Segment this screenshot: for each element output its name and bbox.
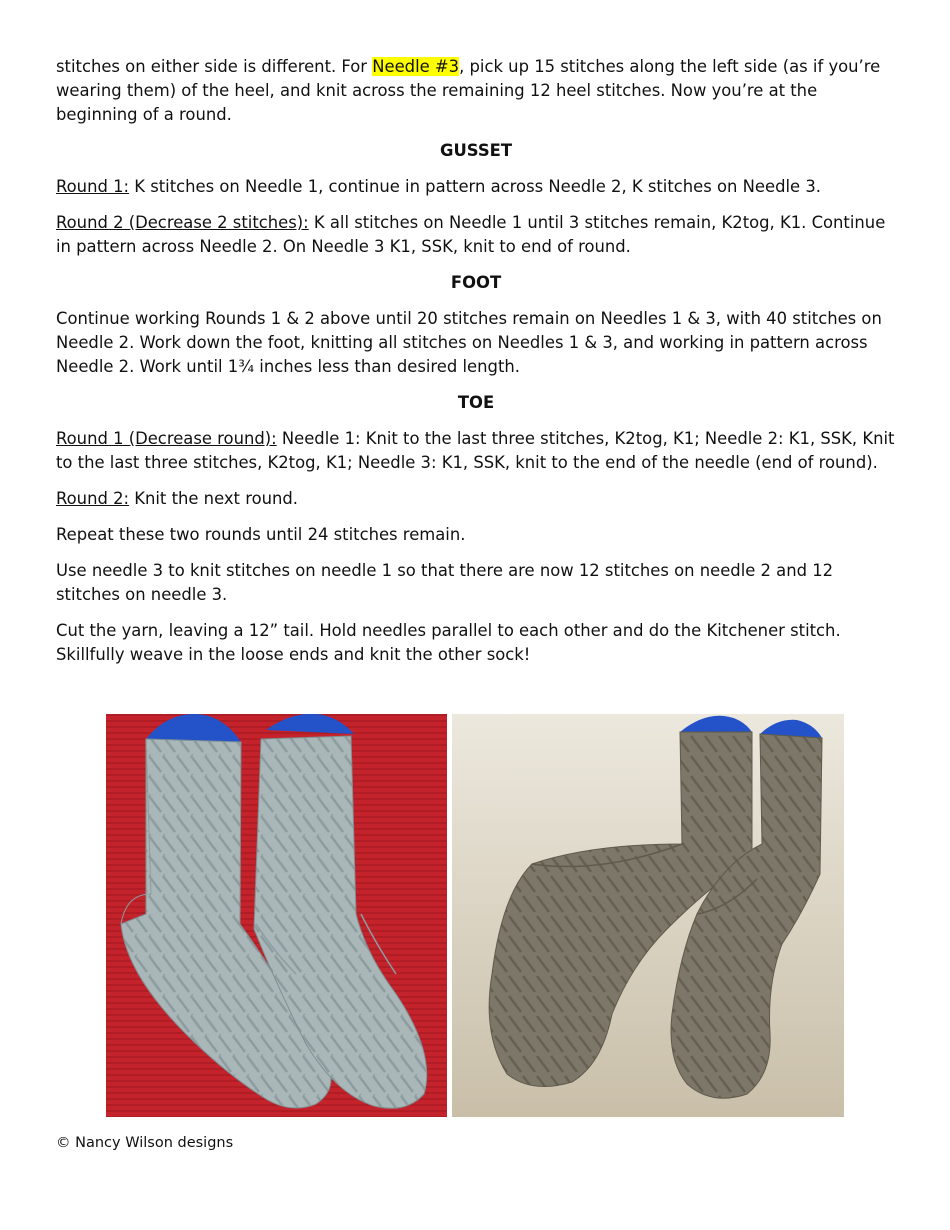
intro-text-continued: , pick up 15 stitches along the left side (as if you’re wearing them) of the heel, and knit across the remaining 12 heel stitches. Now you’re at the beginning of a round. (56, 57, 881, 124)
toe-round-2-label: Round 2: (56, 489, 130, 508)
toe-repeat-paragraph: Repeat these two rounds until 24 stitches remain. (56, 525, 466, 544)
gusset-round-2-label: Round 2 (Decrease 2 stitches): (56, 213, 309, 232)
toe-round-2-text: Knit the next round. (129, 489, 298, 508)
toe-round-1 (56, 427, 896, 475)
copyright-footer: © Nancy Wilson designs (56, 1135, 234, 1151)
gusset-heading: GUSSET (439, 141, 512, 160)
toe-round-1-text: Needle 1: Knit to the last three stitches, K2tog, K1; Needle 2: K1, SSK, Knit to the last three stitches, K2tog, K1; Needle 3: K1, SSK, knit to the end of the needle (end of round). (56, 429, 895, 472)
toe-needle-3-paragraph: Use needle 3 to knit stitches on needle 1 so that there are now 12 stitches on needle 2 and 12 stitches on needle 3. (56, 561, 834, 604)
intro-paragraph (56, 55, 896, 127)
foot-heading: FOOT (450, 273, 502, 292)
sock-photo-grey-on-red (106, 714, 447, 1117)
gusset-round-1-text: K stitches on Needle 1, continue in pattern across Needle 2, K stitches on Needle 3. (129, 177, 821, 196)
needle-3-highlight: Needle #3 (372, 57, 460, 76)
intro-text: stitches on either side is different. For (56, 57, 373, 76)
sock-photo-taupe-on-beige (452, 714, 844, 1117)
gusset-round-1 (56, 175, 896, 199)
toe-round-2 (56, 487, 896, 511)
pattern-text (56, 55, 896, 679)
foot-paragraph: Continue working Rounds 1 & 2 above until 20 stitches remain on Needles 1 & 3, with 40 stitches on Needle 2. Work down the foot, knitting all stitches on Needles 1 & 3, and working in pattern across Needle 2. Work until 1¾ inches less than desired length. (56, 309, 882, 376)
gusset-round-2-text: K all stitches on Needle 1 until 3 stitches remain, K2tog, K1. Continue in pattern across Needle 2. On Needle 3 K1, SSK, knit to end of round. (56, 213, 886, 256)
finish-paragraph: Cut the yarn, leaving a 12” tail. Hold needles parallel to each other and do the Kitchener stitch. Skillfully weave in the loose ends and knit the other sock! (56, 621, 841, 664)
gusset-round-1-label: Round 1: (56, 177, 130, 196)
toe-round-1-label: Round 1 (Decrease round): (56, 429, 277, 448)
gusset-round-2 (56, 211, 896, 259)
toe-heading: TOE (457, 393, 495, 412)
